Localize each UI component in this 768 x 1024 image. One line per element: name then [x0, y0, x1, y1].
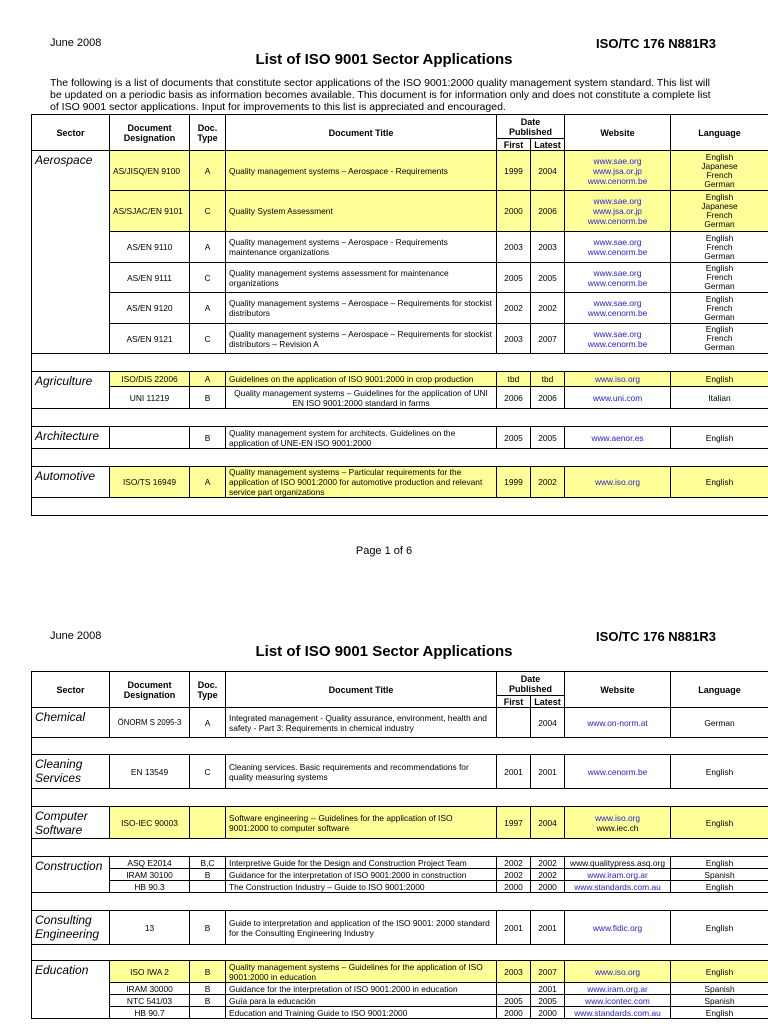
designation-cell: AS/SJAC/EN 9101 [110, 191, 190, 232]
table-row [32, 881, 768, 893]
table-row [32, 708, 768, 738]
first-cell: 2002 [497, 857, 531, 869]
language-item: English [705, 324, 734, 334]
spacer-row [32, 738, 768, 755]
type-cell: A [190, 467, 226, 498]
designation-cell: AS/EN 9121 [110, 324, 190, 354]
language-cell [671, 191, 768, 232]
language-cell: English [671, 857, 768, 869]
website-link[interactable]: www.standards.com.au [565, 1007, 671, 1019]
website-cell [565, 293, 671, 324]
latest-cell: 2005 [531, 995, 565, 1007]
language-item: German [704, 342, 735, 352]
latest-cell: 2002 [531, 293, 565, 324]
language-item: French [706, 241, 733, 252]
column-header-date-published: Date Published [497, 115, 565, 139]
title-cell: Software engineering -- Guidelines for the application of ISO 9001:2000 to computer software [226, 807, 497, 839]
table-row [32, 1007, 768, 1019]
sector-education: Education [32, 961, 110, 1019]
first-cell: 2003 [497, 232, 531, 263]
website-link[interactable]: www.fidic.org [565, 911, 671, 945]
language-cell: English [671, 961, 768, 983]
sector-agriculture: Agriculture [32, 372, 110, 409]
title-cell: Quality System Assessment [226, 191, 497, 232]
website-link[interactable]: www.iso.org [594, 812, 641, 823]
designation-cell: ISO/DIS 22006 [110, 372, 190, 387]
type-cell [190, 881, 226, 893]
column-header-type: Doc. Type [190, 115, 226, 151]
table-row [32, 372, 768, 387]
website-link[interactable]: www.cenorm.be [587, 308, 648, 318]
latest-cell: 2002 [531, 467, 565, 498]
designation-cell: ASQ E2014 [110, 857, 190, 869]
table-row [32, 961, 768, 983]
page-footer: Page 1 of 6 [355, 545, 413, 557]
table-row [32, 151, 768, 191]
designation-cell: NTC 541/03 [110, 995, 190, 1007]
column-header-title: Document Title [226, 115, 497, 151]
latest-cell: 2002 [531, 857, 565, 869]
latest-cell: 2000 [531, 881, 565, 893]
title-cell: Quality management systems – Particular requirements for the application of ISO 9001:2000 for automotive production and relevant service part organizations [226, 467, 497, 498]
language-cell: English [671, 911, 768, 945]
latest-cell: 2005 [531, 263, 565, 293]
title-cell: Quality management system for architects. Guidelines on the application of UNE-EN ISO 9001:2000 [226, 427, 497, 449]
type-cell: B [190, 983, 226, 995]
first-cell: 1999 [497, 467, 531, 498]
latest-cell: 2001 [531, 911, 565, 945]
type-cell: B [190, 911, 226, 945]
latest-cell: 2004 [531, 708, 565, 738]
sector-cleaning-services: Cleaning Services [32, 755, 110, 789]
type-cell: C [190, 191, 226, 232]
website-link[interactable]: www.iec.ch [596, 822, 639, 833]
website-link[interactable]: www.sae.org [593, 237, 642, 247]
type-cell: B [190, 869, 226, 881]
first-cell: 2005 [497, 427, 531, 449]
language-cell [671, 232, 768, 263]
designation-cell: EN 13549 [110, 755, 190, 789]
title-cell: Quality management systems – Aerospace – Requirements for stockist distributors – Revision A [226, 324, 497, 354]
header-document-code: ISO/TC 176 N881R3 [596, 629, 716, 644]
website-link[interactable]: www.uni.com [565, 387, 671, 409]
type-cell: A [190, 372, 226, 387]
type-cell [190, 807, 226, 839]
language-cell: English [671, 372, 768, 387]
column-header-sector: Sector [32, 115, 110, 151]
spacer-row [32, 498, 768, 516]
language-item: German [704, 178, 735, 189]
language-item: French [706, 272, 733, 282]
website-link[interactable]: www.cenorm.be [587, 277, 648, 288]
title-cell: The Construction Industry – Guide to ISO 9001:2000 [226, 881, 497, 893]
page-2 [0, 618, 768, 1024]
website-cell [565, 191, 671, 232]
spacer-row [32, 449, 768, 467]
sector-applications-table [31, 671, 768, 1019]
sector-construction: Construction [32, 857, 110, 893]
spacer-row [32, 354, 768, 372]
language-cell: English [671, 1007, 768, 1019]
table-row [32, 983, 768, 995]
column-header-designation: Document Designation [110, 672, 190, 708]
table-row [32, 293, 768, 324]
sector-chemical: Chemical [32, 708, 110, 738]
first-cell: 2003 [497, 961, 531, 983]
website-link[interactable]: www.on-norm.at [565, 708, 671, 738]
first-cell: 2005 [497, 263, 531, 293]
sector-architecture: Architecture [32, 427, 110, 449]
website-link[interactable]: www.iso.org [565, 372, 671, 387]
table-row [32, 911, 768, 945]
spacer-row [32, 789, 768, 807]
first-cell: 2003 [497, 324, 531, 354]
language-cell: Spanish [671, 869, 768, 881]
column-header-website: Website [565, 115, 671, 151]
website-link[interactable]: www.sae.org [593, 267, 642, 278]
language-item: German [704, 311, 735, 322]
header-document-code: ISO/TC 176 N881R3 [596, 36, 716, 51]
title-cell: Guidance for the interpretation of ISO 9001:2000 in education [226, 983, 497, 995]
language-item: French [706, 302, 733, 313]
website-link[interactable]: www.iram.org.ar [565, 983, 671, 995]
designation-cell [110, 427, 190, 449]
table-row [32, 232, 768, 263]
type-cell: B [190, 995, 226, 1007]
first-cell [497, 708, 531, 738]
designation-cell: ISO-IEC 90003 [110, 807, 190, 839]
sector-consulting-engineering: Consulting Engineering [32, 911, 110, 945]
first-cell [497, 983, 531, 995]
latest-cell: 2002 [531, 869, 565, 881]
latest-cell: 2007 [531, 961, 565, 983]
type-cell: C [190, 263, 226, 293]
language-item: French [706, 169, 733, 180]
language-item: Japanese [701, 160, 738, 171]
title-cell: Guidance for the interpretation of ISO 9001:2000 in construction [226, 869, 497, 881]
language-cell [671, 293, 768, 324]
column-header-latest: Latest [531, 139, 565, 151]
title-cell: Quality management systems – Aerospace - Requirements [226, 151, 497, 191]
column-header-language: Language [671, 672, 768, 708]
designation-cell: UNI 11219 [110, 387, 190, 409]
latest-cell: 2000 [531, 1007, 565, 1019]
language-cell [671, 324, 768, 354]
website-link[interactable]: www.sae.org [593, 196, 642, 206]
spacer-row [32, 893, 768, 911]
website-link[interactable]: www.qualitypress.asq.org [565, 857, 671, 869]
sector-automotive: Automotive [32, 467, 110, 498]
title-cell: Cleaning services. Basic requirements and recommendations for quality measuring systems [226, 755, 497, 789]
column-header-date-published: Date Published [497, 672, 565, 696]
first-cell: tbd [497, 372, 531, 387]
website-link[interactable]: www.sae.org [593, 298, 642, 308]
first-cell: 2000 [497, 1007, 531, 1019]
language-item: Japanese [701, 201, 738, 211]
designation-cell: IRAM 30100 [110, 869, 190, 881]
table-row [32, 807, 768, 839]
language-item: German [704, 250, 735, 261]
table-row [32, 467, 768, 498]
title-cell: Quality management systems – Guidelines for the application of ISO 9001:2000 in education [226, 961, 497, 983]
language-cell: English [671, 807, 768, 839]
column-header-title: Document Title [226, 672, 497, 708]
designation-cell: AS/JISQ/EN 9100 [110, 151, 190, 191]
designation-cell: AS/EN 9120 [110, 293, 190, 324]
designation-cell: 13 [110, 911, 190, 945]
page-title: List of ISO 9001 Sector Applications [255, 643, 513, 660]
language-cell: English [671, 755, 768, 789]
type-cell: A [190, 708, 226, 738]
language-cell: Italian [671, 387, 768, 409]
title-cell: Interpretive Guide for the Design and Construction Project Team [226, 857, 497, 869]
language-item: German [704, 281, 735, 291]
title-cell: Guidelines on the application of ISO 9001:2000 in crop production [226, 372, 497, 387]
column-header-website: Website [565, 672, 671, 708]
column-header-type: Doc. Type [190, 672, 226, 708]
sector-applications-table [31, 114, 768, 516]
type-cell [190, 1007, 226, 1019]
page-title: List of ISO 9001 Sector Applications [255, 51, 513, 68]
designation-cell: AS/EN 9111 [110, 263, 190, 293]
type-cell: B [190, 387, 226, 409]
website-cell [565, 232, 671, 263]
title-cell: Guía para la educación [226, 995, 497, 1007]
language-item: English [705, 192, 734, 202]
column-header-sector: Sector [32, 672, 110, 708]
first-cell: 2001 [497, 911, 531, 945]
website-link[interactable]: www.sae.org [593, 328, 642, 339]
type-cell: C [190, 755, 226, 789]
table-row [32, 995, 768, 1007]
first-cell: 2005 [497, 995, 531, 1007]
column-header-first: First [497, 139, 531, 151]
latest-cell: 2004 [531, 807, 565, 839]
language-cell: Spanish [671, 995, 768, 1007]
table-header-row [32, 672, 768, 696]
website-link[interactable]: www.iram.org.ar [565, 869, 671, 881]
website-link[interactable]: www.icontec.com [565, 995, 671, 1007]
website-link[interactable]: www.cenorm.be [587, 338, 648, 349]
first-cell: 1997 [497, 807, 531, 839]
language-item: English [705, 263, 734, 273]
language-item: French [706, 333, 733, 343]
language-cell [671, 151, 768, 191]
intro-paragraph: The following is a list of documents that constitute sector applications of the ISO 9001:2000 quality management system standard. This list will be updated on a periodic basis as information becomes available. This document is for information only and does not constitute a complete list of ISO 9001 sector applications. Input for improvements to this list is appreciated and encouraged. [50, 77, 711, 113]
title-cell: Integrated management - Quality assurance, environment, health and safety - Part 3: Requirements in chemical industry [226, 708, 497, 738]
header-date: June 2008 [50, 630, 102, 642]
title-cell: Quality management systems assessment for maintenance organizations [226, 263, 497, 293]
designation-cell: HB 90.3 [110, 881, 190, 893]
type-cell: B [190, 427, 226, 449]
column-header-designation: Document Designation [110, 115, 190, 151]
type-cell: C [190, 324, 226, 354]
first-cell: 2006 [497, 387, 531, 409]
language-item: French [706, 210, 733, 220]
table-row [32, 755, 768, 789]
language-cell: German [671, 708, 768, 738]
website-link[interactable]: www.sae.org [593, 155, 642, 166]
language-item: English [705, 293, 734, 304]
first-cell: 2000 [497, 881, 531, 893]
website-cell [565, 151, 671, 191]
language-cell: English [671, 427, 768, 449]
website-link[interactable]: www.cenorm.be [565, 755, 671, 789]
latest-cell: tbd [531, 372, 565, 387]
designation-cell: AS/EN 9110 [110, 232, 190, 263]
website-link[interactable]: www.cenorm.be [587, 216, 648, 226]
table-row [32, 869, 768, 881]
table-row [32, 191, 768, 232]
column-header-language: Language [671, 115, 768, 151]
designation-cell: HB 90.7 [110, 1007, 190, 1019]
latest-cell: 2007 [531, 324, 565, 354]
type-cell: A [190, 293, 226, 324]
website-link[interactable]: www.jsa.or.jp [593, 165, 642, 176]
first-cell: 1999 [497, 151, 531, 191]
website-link[interactable]: www.aenor.es [565, 427, 671, 449]
latest-cell: 2001 [531, 983, 565, 995]
spacer-row [32, 409, 768, 427]
language-item: English [705, 151, 734, 162]
first-cell: 2001 [497, 755, 531, 789]
table-row [32, 324, 768, 354]
table-row [32, 427, 768, 449]
website-link[interactable]: www.cenorm.be [587, 247, 648, 257]
language-cell: Spanish [671, 983, 768, 995]
latest-cell: 2006 [531, 387, 565, 409]
table-row [32, 857, 768, 869]
designation-cell: ÖNORM S 2095-3 [110, 708, 190, 738]
spacer-row [32, 945, 768, 961]
title-cell: Quality management systems – Guidelines for the application of UNI EN ISO 9001:2000 standard in farms [226, 387, 497, 409]
title-cell: Guide to interpretation and application of the ISO 9001: 2000 standard for the Consulting Engineering Industry [226, 911, 497, 945]
website-link[interactable]: www.iso.org [565, 467, 671, 498]
latest-cell: 2001 [531, 755, 565, 789]
language-cell: English [671, 881, 768, 893]
header-date: June 2008 [50, 37, 102, 49]
language-cell [671, 263, 768, 293]
title-cell: Quality management systems – Aerospace – Requirements for stockist distributors [226, 293, 497, 324]
website-cell [565, 263, 671, 293]
latest-cell: 2006 [531, 191, 565, 232]
table-row [32, 263, 768, 293]
website-cell [565, 807, 671, 839]
table-header-row [32, 115, 768, 139]
type-cell: B [190, 961, 226, 983]
website-link[interactable]: www.cenorm.be [587, 175, 648, 186]
language-cell: English [671, 467, 768, 498]
column-header-latest: Latest [531, 696, 565, 708]
spacer-row [32, 839, 768, 857]
title-cell: Quality management systems – Aerospace - Requirements maintenance organizations [226, 232, 497, 263]
language-item: German [704, 219, 735, 229]
first-cell: 2002 [497, 293, 531, 324]
designation-cell: ISO/TS 16949 [110, 467, 190, 498]
designation-cell: IRAM 30000 [110, 983, 190, 995]
type-cell: A [190, 232, 226, 263]
type-cell: A [190, 151, 226, 191]
language-item: English [705, 232, 734, 243]
latest-cell: 2003 [531, 232, 565, 263]
title-cell: Education and Training Guide to ISO 9001:2000 [226, 1007, 497, 1019]
type-cell: B,C [190, 857, 226, 869]
first-cell: 2000 [497, 191, 531, 232]
website-link[interactable]: www.jsa.or.jp [593, 206, 642, 216]
website-link[interactable]: www.iso.org [565, 961, 671, 983]
sector-computer-software: Computer Software [32, 807, 110, 839]
sector-aerospace: Aerospace [32, 151, 110, 354]
latest-cell: 2004 [531, 151, 565, 191]
table-row [32, 387, 768, 409]
latest-cell: 2005 [531, 427, 565, 449]
column-header-first: First [497, 696, 531, 708]
designation-cell: ISO IWA 2 [110, 961, 190, 983]
first-cell: 2002 [497, 869, 531, 881]
website-link[interactable]: www.standards.com.au [565, 881, 671, 893]
website-cell [565, 324, 671, 354]
